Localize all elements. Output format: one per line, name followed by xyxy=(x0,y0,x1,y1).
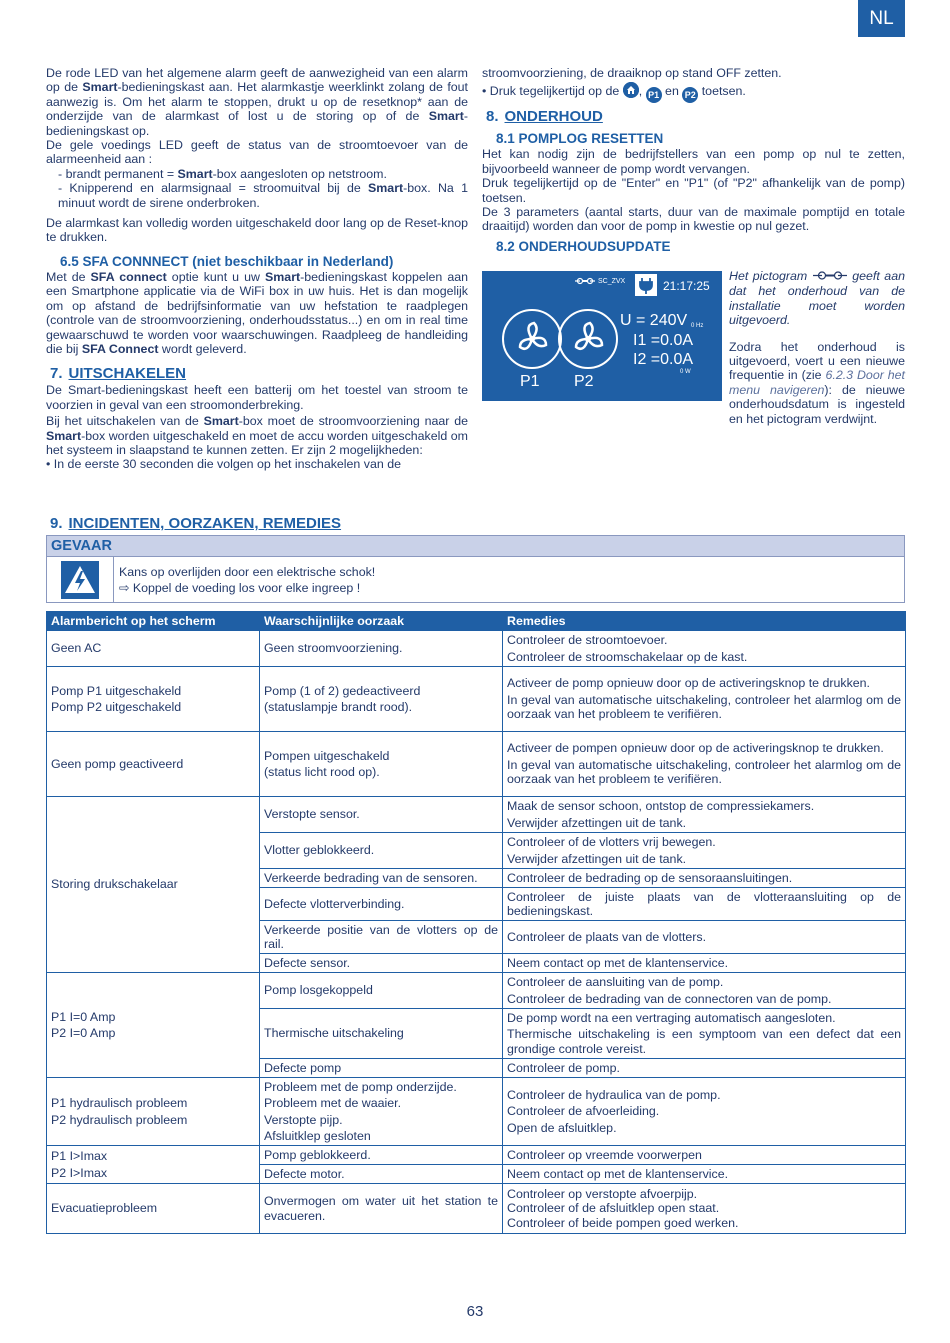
remedy-cell: Neem contact op met de klantenservice. xyxy=(503,954,906,973)
remedy-cell: Controleer de hydraulica van de pomp. Controleer de afvoerleiding. Open de afsluitklep. xyxy=(503,1078,906,1146)
screen-code: SC_ZVX xyxy=(598,278,626,285)
shutdown-paragraph: Bij het uitschakelen van de Smart-box moet de stroomvoorziening naar de Smart-box worden uitgeschakeld en moet de accu worden uitgeschakeld om het systeem in slaapstand te kunnen zetten. Er zijn 2 mogelijkheden: xyxy=(46,414,468,457)
cause-cell: Geen stroomvoorziening. xyxy=(260,631,503,667)
table-header-row xyxy=(47,612,906,631)
controller-display xyxy=(482,271,722,401)
remedy-cell: Controleer of de vlotters vrij bewegen. Verwijder afzettingen uit de tank. xyxy=(503,833,906,869)
battery-paragraph: De Smart-bedieningskast heeft een batterij om het toestel van stroom te voorzien in geval van een stroomonderbreking. xyxy=(46,383,468,412)
heading-7: 7. UITSCHAKELEN xyxy=(50,365,187,383)
remedy-cell: Controleer op vreemde voorwerpen xyxy=(503,1146,906,1165)
home-button-icon xyxy=(623,82,639,98)
reset-paragraph: De alarmkast kan volledig worden uitgeschakeld door lang op de Reset-knop te drukken. xyxy=(46,216,468,245)
table-row xyxy=(47,732,906,797)
sfa-connect-paragraph: Met de SFA connect optie kunt u uw Smart-bedieningskast koppelen aan een Smartphone applicatie via de WiFi box in uw huis. Het is dan mogelijk om op afstand de bedrijfsinformatie van uw hefstation te raadplegen (controle van de stroomvoorziening, onderhoudsstatus...) en om in real time gewaarschuwd te worden voor waarschuwingen. Raadpleeg de handleiding die bij SFA Connect wordt geleverd. xyxy=(46,269,468,356)
table-row xyxy=(47,1184,906,1234)
power-led-paragraph: De gele voedings LED geeft de status van de stroomtoevoer van de alarmeenheid aan : xyxy=(46,138,468,167)
danger-title: GEVAAR xyxy=(47,536,904,557)
alarm-cell: Evacuatieprobleem xyxy=(47,1184,260,1234)
remedy-cell: Controleer de aansluiting van de pomp. Controleer de bedrading van de connectoren van de pomp. xyxy=(503,973,906,1009)
cause-cell: Defecte pomp xyxy=(260,1059,503,1078)
cause-cell: Thermische uitschakeling xyxy=(260,1009,503,1059)
power-plug-icon xyxy=(635,274,657,296)
right-column xyxy=(482,66,905,426)
cause-cell: Verstopte sensor. xyxy=(260,797,503,833)
cause-cell: Pomp (1 of 2) gedeactiveerd (statuslampje brandt rood). xyxy=(260,667,503,732)
shutdown-bullet: • In de eerste 30 seconden die volgen op het inschakelen van de xyxy=(46,457,401,472)
remedy-cell: Controleer op verstopte afvoerpijp. Controleer of de afsluitklep open staat. Controleer of beide pompen goed werken. xyxy=(503,1184,906,1234)
power-led-item: - Knipperend en alarmsignaal = stroomuitval bij de Smart-box. Na 1 minuut wordt de sirene onderbroken. xyxy=(58,181,468,210)
alarm-cell: Storing drukschakelaar xyxy=(47,797,260,973)
alarm-cell: Pomp P1 uitgeschakeld Pomp P2 uitgeschakeld xyxy=(47,667,260,732)
heading-8-1: 8.1 POMPLOG RESETTEN xyxy=(496,131,664,147)
pomplog-paragraph-2: Druk tegelijkertijd op de "Enter" en "P1" (of "P2" afhankelijk van de pomp) toetsen. xyxy=(482,176,905,205)
shutdown-bullet-2: • Druk tegelijkertijd op de , P1 en P2 toetsen. xyxy=(482,82,905,103)
shutdown-continued: stroomvoorziening, de draaiknop op stand OFF zetten. xyxy=(482,66,782,80)
alarm-cell: Geen pomp geactiveerd xyxy=(47,732,260,797)
pomplog-paragraph-1: Het kan nodig zijn de bedrijfstellers van een pomp op nul te zetten, bijvoorbeeld wanneer de pomp wordt vervangen. xyxy=(482,147,905,176)
column-header: Alarmbericht op het scherm xyxy=(47,612,260,631)
heading-8-2: 8.2 ONDERHOUDSUPDATE xyxy=(496,238,671,254)
heading-9: 9. INCIDENTEN, OORZAKEN, REMEDIES xyxy=(50,515,342,532)
maintenance-wrench-icon xyxy=(574,275,596,289)
maintenance-wrench-icon xyxy=(812,270,848,284)
cause-cell: Pomp geblokkeerd. xyxy=(260,1146,503,1165)
electric-shock-warning-icon xyxy=(47,557,114,602)
remedy-cell: Neem contact op met de klantenservice. xyxy=(503,1165,906,1184)
remedy-cell: Controleer de stroomtoevoer. Controleer de stroomschakelaar op de kast. xyxy=(503,631,906,667)
cause-cell: Defecte sensor. xyxy=(260,954,503,973)
power-led-item: - brandt permanent = Smart-box aangesloten op netstroom. xyxy=(58,166,387,181)
frequency-note: Zodra het onderhoud is uitgevoerd, voert u een nieuwe frequentie in (zie 6.2.3 Door het menu navigeren): de nieuwe onderhoudsdatum is ingesteld en het pictogram verdwijnt. xyxy=(729,339,905,426)
screen-current-1: I1 =0.0A xyxy=(633,332,694,349)
pump-1-fan-icon xyxy=(502,309,562,369)
column-header: Remedies xyxy=(503,612,906,631)
remedy-cell: Activeer de pompen opnieuw door op de activeringsknop te drukken. In geval van automatische uitschakeling, controleer het alarmlog om de oorzaak van het probleem te verifiëren. xyxy=(503,732,906,797)
alarm-led-paragraph: De rode LED van het algemene alarm geeft de aanwezigheid van een alarm op de Smart-bedieningskast aan. Het alarmkastje weerklinkt zolang de fout aanwezig is. Om het alarm te stoppen, drukt u op de resetknop* aan de onderzijde van de alarmkast of lost u de storing op of de Smart-bedieningskast op. xyxy=(46,66,468,138)
screen-p2-label: P2 xyxy=(574,373,594,390)
screen-current-2: I2 =0.0A xyxy=(633,351,694,368)
screen-frequency: 0 Hz xyxy=(691,323,704,329)
heading-8: 8. ONDERHOUD xyxy=(486,108,603,126)
cause-cell: Defecte motor. xyxy=(260,1165,503,1184)
remedy-cell: Maak de sensor schoon, ontstop de compressiekamers. Verwijder afzettingen uit de tank. xyxy=(503,797,906,833)
remedy-cell: De pomp wordt na een vertraging automatisch aangesloten. Thermische uitschakeling is een symptoom van een defect dat een grondige controle vereist. xyxy=(503,1009,906,1059)
menu-reference-link: 6.2.3 Door het menu navigeren xyxy=(729,368,905,397)
table-row xyxy=(47,1146,906,1165)
heading-6-5: 6.5 SFA CONNNECT (niet beschikbaar in Nederland) xyxy=(60,253,394,269)
p1-key-icon: P1 xyxy=(646,87,662,103)
screen-p1-label: P1 xyxy=(520,373,540,390)
cause-cell: Verkeerde bedrading van de sensoren. xyxy=(260,869,503,888)
screen-time: 21:17:25 xyxy=(663,279,710,293)
maintenance-note xyxy=(729,269,905,426)
cause-cell: Pompen uitgeschakeld (status licht rood op). xyxy=(260,732,503,797)
remedy-cell: Controleer de plaats van de vlotters. xyxy=(503,921,906,954)
danger-text: Kans op overlijden door een elektrische schok! ⇨ Koppel de voeding los voor elke ingreep ! xyxy=(119,565,376,595)
pictogram-note: Het pictogram geeft aan dat het onderhoud van de installatie moet worden uitgevoerd. xyxy=(729,269,905,328)
pump-2-fan-icon xyxy=(558,309,618,369)
pomplog-paragraph-3: De 3 parameters (aantal starts, duur van de maximale pomptijd en totale draaitijd) worden dan voor de pomp in kwestie op nul gezet. xyxy=(482,205,905,234)
cause-cell: Verkeerde positie van de vlotters op de rail. xyxy=(260,921,503,954)
cause-cell: Pomp losgekoppeld xyxy=(260,973,503,1009)
left-column xyxy=(46,66,468,472)
cause-cell: Onvermogen om water uit het station te evacueren. xyxy=(260,1184,503,1234)
table-row xyxy=(47,797,906,833)
alarm-cell: P1 I=0 Amp P2 I=0 Amp xyxy=(47,973,260,1078)
cause-cell: Vlotter geblokkeerd. xyxy=(260,833,503,869)
remedy-cell: Controleer de juiste plaats van de vlotteraansluiting op de bedieningskast. xyxy=(503,888,906,921)
language-tab: NL xyxy=(858,0,905,37)
cause-cell: Probleem met de pomp onderzijde. Probleem met de waaier. Verstopte pijp. Afsluitklep gesloten xyxy=(260,1078,503,1146)
alarm-cell: P1 hydraulisch probleem P2 hydraulisch probleem xyxy=(47,1078,260,1146)
alarm-cell: P1 I>Imax P2 I>Imax xyxy=(47,1146,260,1184)
column-header: Waarschijnlijke oorzaak xyxy=(260,612,503,631)
remedy-cell: Controleer de bedrading op de sensoraansluitingen. xyxy=(503,869,906,888)
p2-key-icon: P2 xyxy=(682,87,698,103)
table-row xyxy=(47,631,906,667)
remedy-cell: Activeer de pomp opnieuw door op de activeringsknop te drukken. In geval van automatische uitschakeling, controleer het alarmlog om de oorzaak van het probleem te verifiëren. xyxy=(503,667,906,732)
table-row xyxy=(47,1078,906,1146)
page-number: 63 xyxy=(466,1303,484,1320)
incidents-table xyxy=(46,611,906,1234)
table-row xyxy=(47,973,906,1009)
alarm-cell: Geen AC xyxy=(47,631,260,667)
remedy-cell: Controleer de pomp. xyxy=(503,1059,906,1078)
screen-power: 0 W xyxy=(680,369,691,375)
screen-voltage: U = 240V xyxy=(620,312,688,329)
danger-box xyxy=(46,535,905,603)
table-row xyxy=(47,667,906,732)
cause-cell: Defecte vlotterverbinding. xyxy=(260,888,503,921)
